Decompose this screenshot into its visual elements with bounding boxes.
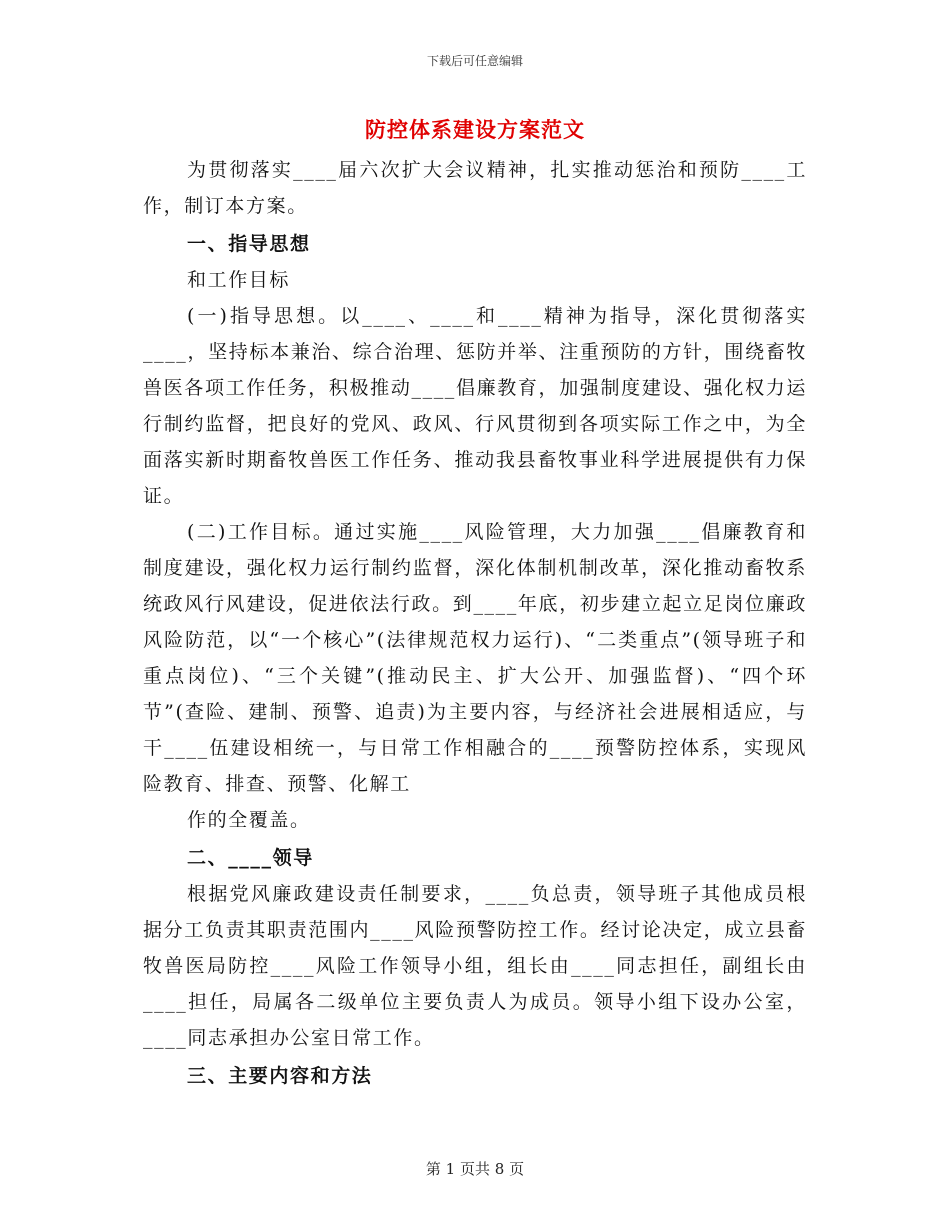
page-header-note: 下载后可任意编辑 bbox=[426, 54, 523, 68]
section-heading-3: 三、主要内容和方法 bbox=[187, 1065, 373, 1087]
body-paragraph: 和工作目标 bbox=[187, 269, 291, 291]
body-paragraph: (一)指导思想。以____、____和____精神为指导，深化贯彻落实____，坚持标本兼治、综合治理、惩防并举、注重预防的方针，围绕畜牧兽医各项工作任务，积极推动____倡廉教育，加强制度建设、强化权力运行制约监督，把良好的党风、政风、行风贯彻到各项实际工作之中，为全面落实新时期畜牧兽医工作任务、推动我县畜牧事业科学进展提供有力保证。 bbox=[143, 305, 807, 507]
intro-paragraph: 为贯彻落实____届六次扩大会议精神，扎实推动惩治和预防____工作，制订本方案。 bbox=[143, 159, 807, 217]
page-number: 第 1 页共 8 页 bbox=[425, 1160, 525, 1178]
document-body bbox=[143, 152, 807, 1094]
section-heading-1: 一、指导思想 bbox=[187, 233, 311, 255]
body-paragraph: 根据党风廉政建设责任制要求，____负总责，领导班子其他成员根据分工负责其职责范围内____风险预警防控工作。经讨论决定，成立县畜牧兽医局防控____风险工作领导小组，组长由____同志担任，副组长由____担任，局属各二级单位主要负责人为成员。领导小组下设办公室，____同志承担办公室日常工作。 bbox=[143, 883, 807, 1049]
body-paragraph: 作的全覆盖。 bbox=[187, 809, 311, 831]
document-title: 防控体系建设方案范文 bbox=[365, 117, 585, 142]
body-paragraph: (二)工作目标。通过实施____风险管理，大力加强____倡廉教育和制度建设，强化权力运行制约监督，深化体制机制改革，深化推动畜牧系统政风行风建设，促进依法行政。到____年底，初步建立起立足岗位廉政风险防范，以“一个核心”(法律规范权力运行)、“二类重点”(领导班子和重点岗位)、“三个关键”(推动民主、扩大公开、加强监督)、“四个环节”(查险、建制、预警、追责)为主要内容，与经济社会进展相适应，与干____伍建设相统一，与日常工作相融合的____预警防控体系，实现风险教育、排查、预警、化解工 bbox=[143, 521, 807, 795]
section-heading-2: 二、____领导 bbox=[187, 847, 314, 869]
